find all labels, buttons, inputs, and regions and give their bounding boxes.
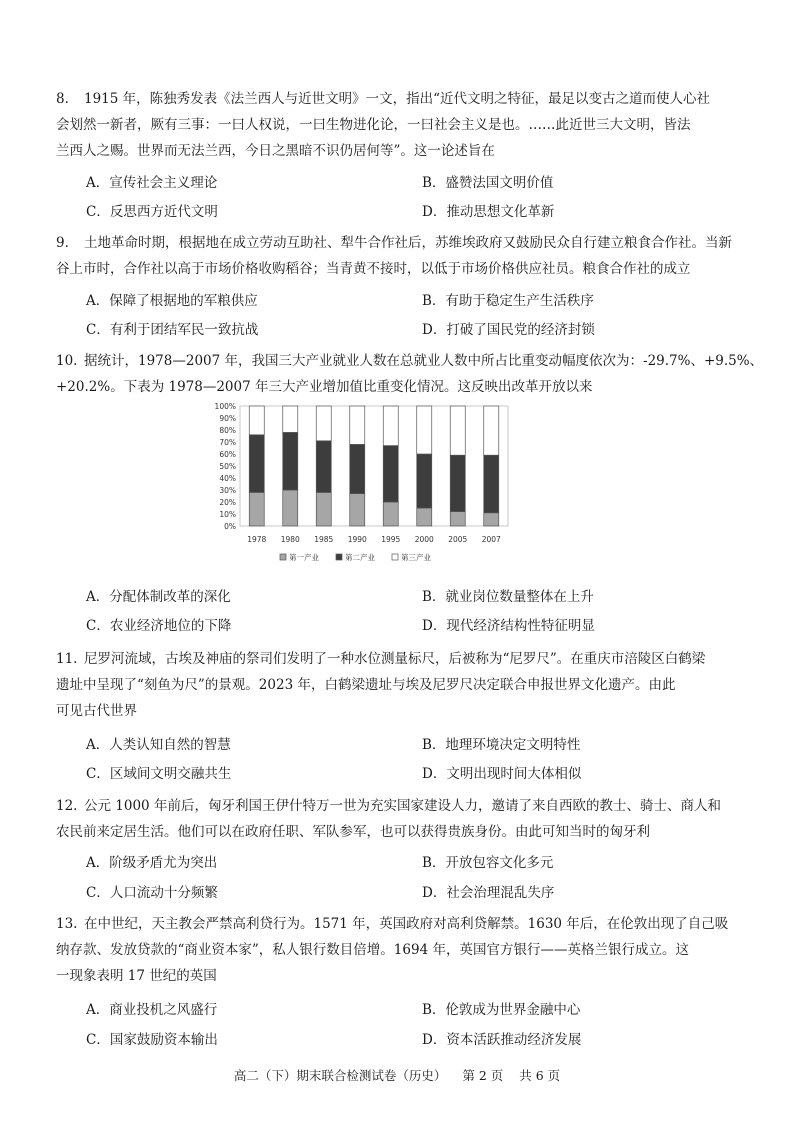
y-tick-label: 20% [219,498,236,507]
bar-segment [484,513,499,526]
bar-segment [383,502,398,526]
x-tick-label: 1990 [347,535,367,544]
y-tick-label: 100% [214,402,236,411]
legend-label: 第二产业 [345,553,375,562]
plot-frame [240,406,508,526]
question-stem-line: 一现象表明 17 世纪的英国 [56,968,217,984]
bar-segment [249,406,264,435]
x-tick-label: 1995 [381,535,401,544]
x-tick-label: 2005 [448,535,468,544]
x-tick-label: 2007 [481,535,501,544]
option-d[interactable]: D．现代经济结构性特征明显 [422,618,595,634]
option-a[interactable]: A．分配体制改革的深化 [86,589,231,605]
bar-segment [450,455,465,511]
question-stem-line: 尼罗河流域，古埃及神庙的祭司们发明了一种水位测量标尺，后被称为“尼罗尺”。在重庆市涪陵区白鹤梁 [84,651,706,667]
option-b[interactable]: B．盛赞法国文明价值 [422,175,554,191]
question-stem-line: 兰西人之赐。世界而无法兰西，今日之黑暗不识仍居何等”。这一论述旨在 [56,143,495,159]
question-stem-line: 1915 年，陈独秀发表《法兰西人与近世文明》一文，指出“近代文明之特征，最足以变古之道而使人心社 [84,91,711,107]
option-c[interactable]: C．反思西方近代文明 [86,204,218,220]
question-stem-line: 可见古代世界 [56,703,137,719]
bar-segment [350,444,365,493]
question-8 [56,86,746,164]
x-tick-label: 2000 [414,535,434,544]
question-11 [56,646,746,724]
option-b[interactable]: B．伦敦成为世界金融中心 [422,1002,581,1018]
question-9 [56,230,746,282]
x-tick-label: 1985 [314,535,334,544]
option-a[interactable]: A．商业投机之风盛行 [86,1002,218,1018]
footer-title: 高二（下）期末联合检测试卷（历史） [233,1068,447,1083]
page-footer [0,1066,794,1084]
bar-segment [383,446,398,502]
option-d[interactable]: D．打破了国民党的经济封锁 [422,322,595,338]
question-stem-line: 会划然一新者，厥有三事：一曰人权说，一曰生物进化论，一曰社会主义是也。……此近世三大文明，皆法 [56,117,691,133]
option-d[interactable]: D．文明出现时间大体相似 [422,766,582,782]
footer-page: 第 2 页 [462,1068,504,1083]
question-stem-line: +20.2%。下表为 1978—2007 年三大产业增加值比重变化情况。这反映出改革开放以来 [56,379,593,395]
question-stem-line: 公元 1000 年前后，匈牙利国王伊什特万一世为充实国家建设人力，邀请了来自西欧的教士、骑士、商人和 [84,798,721,814]
question-number: 8. [56,91,69,107]
question-number: 9. [56,235,69,251]
option-d[interactable]: D．资本活跃推动经济发展 [422,1032,582,1048]
question-stem-line: 纳存款、发放贷款的“商业资本家”，私人银行数目倍增。1694 年，英国官方银行——英格兰银行成立。这 [56,942,689,958]
question-12 [56,793,746,845]
bar-segment [417,406,432,454]
bar-segment [283,490,298,526]
option-c[interactable]: C．区域间文明交融共生 [86,766,232,782]
legend-label: 第三产业 [401,553,431,562]
option-d[interactable]: D．推动思想文化革新 [422,204,555,220]
y-tick-label: 50% [219,462,236,471]
option-a[interactable]: A．人类认知自然的智慧 [86,737,231,753]
question-stem-line: 土地革命时期，根据地在成立劳动互助社、犁牛合作社后，苏维埃政府又鼓励民众自行建立粮食合作社。当新 [84,235,732,251]
option-c[interactable]: C．农业经济地位的下降 [86,618,232,634]
bar-segment [450,512,465,526]
option-b[interactable]: B．有助于稳定生产生活秩序 [422,293,594,309]
footer-total: 共 6 页 [519,1068,561,1083]
y-tick-label: 60% [219,450,236,459]
stacked-bar-chart [208,398,514,568]
y-tick-label: 70% [219,438,236,447]
question-stem-line: 在中世纪，天主教会严禁高利贷行为。1571 年，英国政府对高利贷解禁。1630 年后，在伦敦出现了自己吸 [84,916,729,932]
y-tick-label: 90% [219,414,236,423]
question-stem-line: 遗址中呈现了“刻鱼为尺”的景观。2023 年，白鹤梁遗址与埃及尼罗尺决定联合申报世界文化遗产。由此 [56,677,676,693]
question-number: 10. [56,353,78,369]
option-b[interactable]: B．地理环境决定文明特性 [422,737,581,753]
bar-segment [249,435,264,493]
legend-swatch [392,554,398,560]
legend-label: 第一产业 [289,553,319,562]
question-number: 13. [56,916,78,932]
bar-segment [249,492,264,526]
option-b[interactable]: B．开放包容文化多元 [422,855,554,871]
option-a[interactable]: A．宣传社会主义理论 [86,175,218,191]
question-stem-line: 农民前来定居生活。他们可以在政府任职、军队参军，也可以获得贵族身份。由此可知当时的匈牙利 [56,824,650,840]
bar-segment [316,492,331,526]
bar-segment [383,406,398,446]
x-tick-label: 1978 [247,535,267,544]
legend-swatch [280,554,286,560]
y-tick-label: 40% [219,474,236,483]
question-stem-line: 谷上市时，合作社以高于市场价格收购稻谷；当青黄不接时，以低于市场价格供应社员。粮食合作社的成立 [56,261,691,277]
x-tick-label: 1980 [280,535,300,544]
y-tick-label: 30% [219,486,236,495]
option-c[interactable]: C．国家鼓励资本输出 [86,1032,218,1048]
question-13 [56,911,746,989]
question-10 [56,348,764,400]
question-number: 11. [56,651,78,667]
bar-segment [484,406,499,455]
bar-segment [417,454,432,508]
option-c[interactable]: C．人口流动十分频繁 [86,885,218,901]
option-b[interactable]: B．就业岗位数量整体在上升 [422,589,594,605]
bar-segment [316,406,331,441]
question-stem-line: 据统计，1978—2007 年，我国三大产业就业人数在总就业人数中所占比重变动幅度依次为：-29.7%、+9.5%、 [84,353,764,369]
bar-segment [417,508,432,526]
y-tick-label: 10% [219,510,236,519]
option-c[interactable]: C．有利于团结军民一致抗战 [86,322,259,338]
bar-segment [450,406,465,455]
bar-segment [283,406,298,432]
bar-segment [484,455,499,513]
bar-segment [350,494,365,526]
bar-segment [350,406,365,444]
option-d[interactable]: D．社会治理混乱失序 [422,885,555,901]
option-a[interactable]: A．保障了根据地的军粮供应 [86,293,258,309]
y-tick-label: 0% [224,522,236,531]
bar-segment [316,441,331,493]
option-a[interactable]: A．阶级矛盾尤为突出 [86,855,218,871]
question-number: 12. [56,798,78,814]
y-tick-label: 80% [219,426,236,435]
bar-segment [283,432,298,490]
industry-share-chart [208,398,514,568]
legend-swatch [336,554,342,560]
